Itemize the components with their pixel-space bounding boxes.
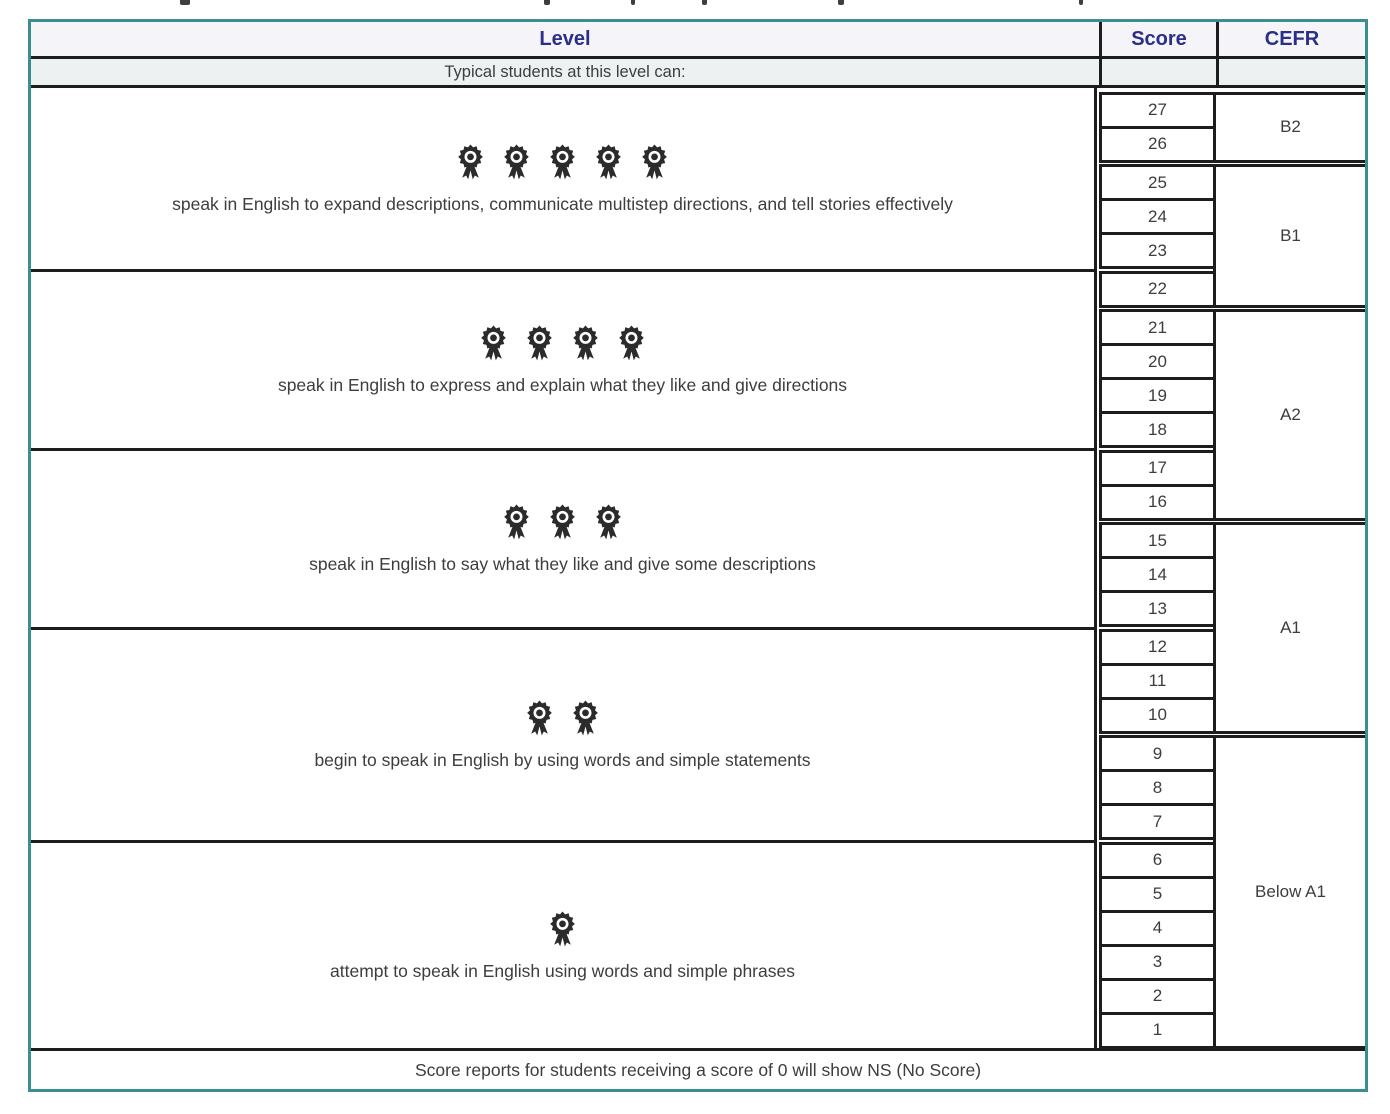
cefr-band-a2: A2 xyxy=(1213,309,1365,521)
medal-row-2 xyxy=(521,698,604,737)
table-footer-row xyxy=(31,1048,1365,1089)
score-cell: 5 xyxy=(1099,876,1216,913)
score-cell: 18 xyxy=(1099,411,1216,448)
score-column xyxy=(1099,92,1216,1049)
cefr-band-a1: A1 xyxy=(1213,522,1365,734)
level-row-beginner xyxy=(31,630,1097,843)
score-cell: 25 xyxy=(1099,164,1216,201)
award-rosette-medal-icon xyxy=(475,323,512,362)
score-cell: 11 xyxy=(1099,663,1216,700)
award-rosette-medal-icon xyxy=(544,909,581,948)
level-description: attempt to speak in English using words and simple phrases xyxy=(330,960,795,981)
cefr-column-header: CEFR xyxy=(1216,22,1365,56)
score-cell: 17 xyxy=(1099,450,1216,487)
level-description: speak in English to say what they like and give some descriptions xyxy=(309,554,816,575)
medal-row-1 xyxy=(544,909,581,948)
score-column-header: Score xyxy=(1099,22,1216,56)
score-cell: 24 xyxy=(1099,198,1216,235)
score-cell: 22 xyxy=(1099,271,1216,308)
level-row-b2-b1 xyxy=(31,88,1097,272)
subheader-score-cell xyxy=(1099,59,1216,85)
clipped-text-remnant xyxy=(702,0,707,5)
score-cell: 16 xyxy=(1099,484,1216,521)
footer-note: Score reports for students receiving a score of 0 will show NS (No Score) xyxy=(414,1059,982,1080)
subheader-text: Typical students at this level can: xyxy=(444,62,686,81)
score-cell: 15 xyxy=(1099,522,1216,559)
score-cell: 9 xyxy=(1099,735,1216,772)
medal-row-5 xyxy=(452,142,673,181)
level-row-a1-high xyxy=(31,451,1097,630)
score-cell: 8 xyxy=(1099,769,1216,806)
cefr-band-b2: B2 xyxy=(1213,92,1365,163)
award-rosette-medal-icon xyxy=(590,142,627,181)
award-rosette-medal-icon xyxy=(498,142,535,181)
award-rosette-medal-icon xyxy=(498,502,535,541)
award-rosette-medal-icon xyxy=(521,698,558,737)
score-cell: 2 xyxy=(1099,978,1216,1015)
score-cell: 10 xyxy=(1099,697,1216,734)
award-rosette-medal-icon xyxy=(567,323,604,362)
score-cell: 27 xyxy=(1099,92,1216,129)
award-rosette-medal-icon xyxy=(613,323,650,362)
level-description: speak in English to express and explain what they like and give directions xyxy=(277,375,848,396)
score-cell: 13 xyxy=(1099,590,1216,627)
table-header-row xyxy=(31,22,1365,59)
cefr-band-below-a1: Below A1 xyxy=(1213,735,1365,1049)
score-cell: 23 xyxy=(1099,232,1216,269)
score-cell: 14 xyxy=(1099,556,1216,593)
award-rosette-medal-icon xyxy=(521,323,558,362)
score-cell: 19 xyxy=(1099,377,1216,414)
cefr-band-b1: B1 xyxy=(1213,164,1365,308)
clipped-text-remnant xyxy=(838,0,844,5)
award-rosette-medal-icon xyxy=(544,142,581,181)
award-rosette-medal-icon xyxy=(567,698,604,737)
score-cell: 1 xyxy=(1099,1012,1216,1049)
score-cell: 6 xyxy=(1099,842,1216,879)
level-row-a2-high xyxy=(31,272,1097,451)
level-row-attempt xyxy=(31,843,1097,1051)
clipped-text-remnant xyxy=(180,0,190,5)
score-cell: 21 xyxy=(1099,309,1216,346)
clipped-text-remnant xyxy=(544,0,550,5)
level-column-header: Level xyxy=(539,27,591,50)
award-rosette-medal-icon xyxy=(452,142,489,181)
award-rosette-medal-icon xyxy=(636,142,673,181)
table-subheader-row xyxy=(31,56,1365,88)
score-cell: 20 xyxy=(1099,343,1216,380)
score-cell: 4 xyxy=(1099,910,1216,947)
award-rosette-medal-icon xyxy=(590,502,627,541)
medal-row-3 xyxy=(498,502,627,541)
clipped-text-remnant xyxy=(631,0,635,5)
clipped-text-remnant xyxy=(1079,0,1083,5)
score-cell: 12 xyxy=(1099,629,1216,666)
award-rosette-medal-icon xyxy=(544,502,581,541)
score-cell: 7 xyxy=(1099,803,1216,840)
level-description: speak in English to expand descriptions, communicate multistep directions, and tell stories effectively xyxy=(172,193,953,214)
cefr-column xyxy=(1213,92,1365,1049)
score-cell: 26 xyxy=(1099,126,1216,163)
medal-row-4 xyxy=(475,323,650,362)
subheader-cefr-cell xyxy=(1216,59,1365,85)
level-description: begin to speak in English by using words and simple statements xyxy=(314,750,811,771)
score-cell: 3 xyxy=(1099,944,1216,981)
